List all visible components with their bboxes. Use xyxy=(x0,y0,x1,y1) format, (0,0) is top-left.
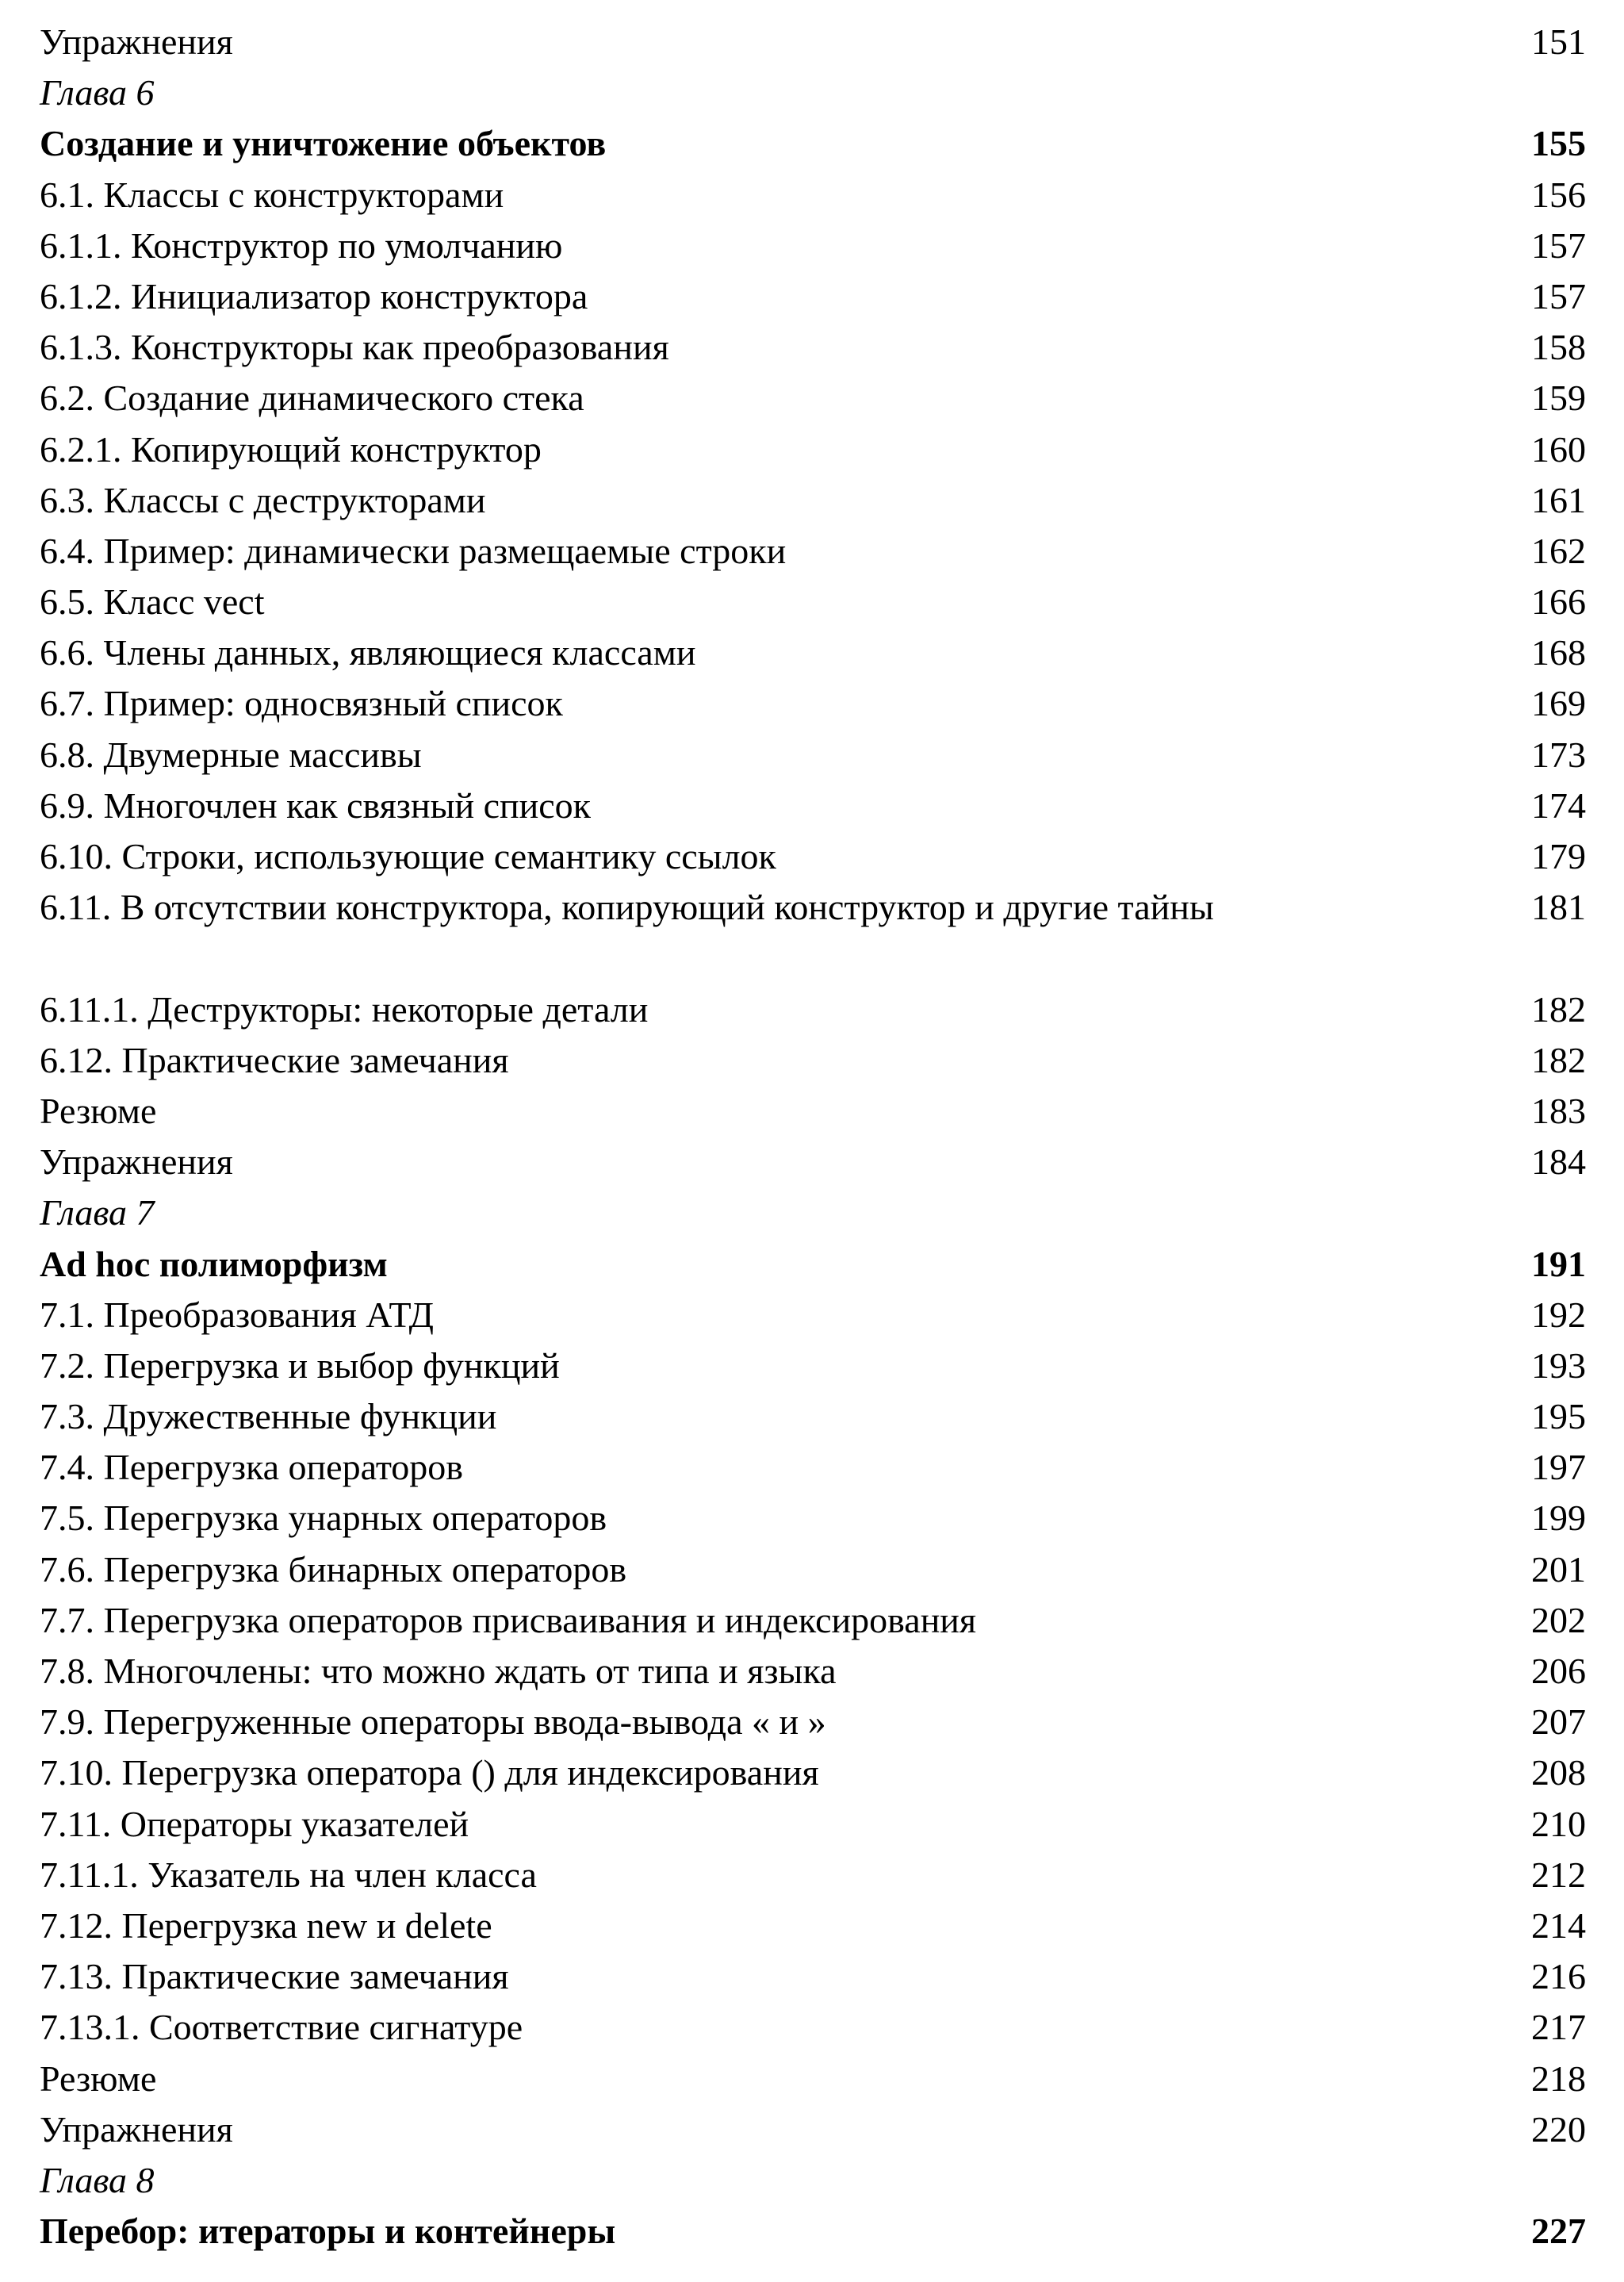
toc-page-number: 159 xyxy=(1531,378,1586,419)
toc-entry xyxy=(40,17,1586,67)
toc-entry xyxy=(40,221,1586,271)
toc-entry-title: 7.12. Перегрузка new и delete xyxy=(40,1904,492,1946)
toc-page-number: 166 xyxy=(1531,581,1586,623)
toc-page-number: 184 xyxy=(1531,1141,1586,1183)
toc-page-number: 160 xyxy=(1531,428,1586,470)
toc-page-number: 182 xyxy=(1531,988,1586,1030)
toc-page-number: 192 xyxy=(1531,1294,1586,1335)
toc-entry-title: 6.11. В отсутствии конструктора, копирующий конструктор и другие тайны xyxy=(40,887,1214,928)
chapter-title-row xyxy=(40,2206,1586,2257)
toc-entry-title: Перебор: итераторы и контейнеры xyxy=(40,2211,616,2252)
toc-entry xyxy=(40,678,1586,729)
toc-entry-title: 6.12. Практические замечания xyxy=(40,1039,509,1080)
toc-entry xyxy=(40,1697,1586,1747)
toc-page-number: 208 xyxy=(1531,1752,1586,1793)
toc-entry-title: 6.2.1. Копирующий конструктор xyxy=(40,428,542,470)
toc-page-number: 227 xyxy=(1531,2211,1586,2252)
toc-page-number: 202 xyxy=(1531,1599,1586,1640)
toc-entry-title: 7.2. Перегрузка и выбор функций xyxy=(40,1344,560,1386)
toc-entry-title: Ad hoc полиморфизм xyxy=(40,1243,388,1284)
toc-entry xyxy=(40,1900,1586,1951)
chapter-title-row xyxy=(40,118,1586,169)
toc-entry xyxy=(40,1086,1586,1137)
toc-entry-title: 6.11.1. Деструкторы: некоторые детали xyxy=(40,988,649,1030)
toc-entry xyxy=(40,271,1586,322)
toc-page-number: 193 xyxy=(1531,1344,1586,1386)
toc-page-number: 151 xyxy=(1531,21,1586,62)
toc-page-number: 158 xyxy=(1531,327,1586,368)
toc-page-number: 206 xyxy=(1531,1651,1586,1692)
toc-entry-title: 6.1.1. Конструктор по умолчанию xyxy=(40,224,563,266)
toc-page-number: 216 xyxy=(1531,1956,1586,1997)
toc-entry-title: 6.3. Классы с деструкторами xyxy=(40,479,486,520)
chapter-label xyxy=(40,67,1586,118)
toc-entry xyxy=(40,2002,1586,2053)
toc-entry xyxy=(40,577,1586,627)
toc-entry-title: 6.5. Класс vect xyxy=(40,581,265,623)
toc-entry xyxy=(40,1391,1586,1442)
toc-entry xyxy=(40,1747,1586,1798)
toc-entry-title: 7.13. Практические замечания xyxy=(40,1956,509,1997)
toc-page-number: 199 xyxy=(1531,1498,1586,1539)
toc-page-number: 173 xyxy=(1531,734,1586,775)
chapter-title-row xyxy=(40,1239,1586,1290)
toc-entry xyxy=(40,831,1586,882)
toc-entry-title: 6.1. Классы с конструкторами xyxy=(40,174,504,215)
toc-entry xyxy=(40,1340,1586,1391)
toc-entry-title: 6.8. Двумерные массивы xyxy=(40,734,422,775)
toc-entry xyxy=(40,475,1586,526)
toc-entry xyxy=(40,373,1586,424)
toc-page-number: 161 xyxy=(1531,479,1586,520)
toc-entry-title: Упражнения xyxy=(40,2108,233,2150)
toc-entry-title: 6.10. Строки, использующие семантику ссылок xyxy=(40,836,776,876)
toc-page-number: 156 xyxy=(1531,174,1586,215)
toc-page-number: 174 xyxy=(1531,784,1586,826)
toc-page-number: 169 xyxy=(1531,683,1586,724)
toc-page-number: 220 xyxy=(1531,2108,1586,2150)
toc-page-number: 210 xyxy=(1531,1803,1586,1844)
toc-entry xyxy=(40,1595,1586,1646)
toc-entry xyxy=(40,2054,1586,2104)
toc-page-number: 207 xyxy=(1531,1701,1586,1743)
toc-page-number: 201 xyxy=(1531,1548,1586,1590)
chapter-label xyxy=(40,1187,1586,1238)
toc-page-number: 183 xyxy=(1531,1090,1586,1131)
toc-page-number: 197 xyxy=(1531,1447,1586,1488)
toc-entry-title: Упражнения xyxy=(40,1141,233,1183)
toc-entry xyxy=(40,730,1586,780)
toc-entry xyxy=(40,1799,1586,1850)
toc-entry-title: 6.1.2. Инициализатор конструктора xyxy=(40,275,588,316)
toc-page-number: 217 xyxy=(1531,2007,1586,2048)
toc-entry-title: Глава 6 xyxy=(40,72,155,113)
toc-page-number: 155 xyxy=(1531,123,1586,164)
toc-entry xyxy=(40,882,1586,984)
toc-entry-title: Глава 7 xyxy=(40,1192,155,1233)
toc-page-number: 214 xyxy=(1531,1904,1586,1946)
toc-page-number: 218 xyxy=(1531,2058,1586,2099)
toc-entry xyxy=(40,1035,1586,1086)
toc-entry-title: 7.13.1. Соответствие сигнатуре xyxy=(40,2007,523,2048)
toc-entry-title: 6.6. Члены данных, являющиеся классами xyxy=(40,632,696,673)
toc-entry xyxy=(40,1646,1586,1697)
toc-entry-title: 6.2. Создание динамического стека xyxy=(40,378,584,419)
toc-page-number: 182 xyxy=(1531,1039,1586,1080)
toc-entry-title: Глава 8 xyxy=(40,2159,155,2200)
toc-entry xyxy=(40,1544,1586,1595)
toc-entry-title: 7.1. Преобразования АТД xyxy=(40,1294,435,1335)
toc-page-number: 212 xyxy=(1531,1854,1586,1895)
toc-entry xyxy=(40,984,1586,1035)
toc-entry-title: 7.11. Операторы указателей xyxy=(40,1803,469,1844)
toc-page-number: 179 xyxy=(1531,836,1586,876)
toc-entry-title: 6.1.3. Конструкторы как преобразования xyxy=(40,327,669,368)
toc-entry xyxy=(40,1137,1586,1187)
toc-page-number: 162 xyxy=(1531,530,1586,571)
table-of-contents xyxy=(40,17,1586,2257)
toc-entry xyxy=(40,322,1586,373)
toc-entry-title: 7.9. Перегруженные операторы ввода-вывода « и » xyxy=(40,1701,826,1743)
toc-entry xyxy=(40,170,1586,221)
toc-entry xyxy=(40,627,1586,678)
toc-entry-title: 6.4. Пример: динамически размещаемые строки xyxy=(40,530,787,571)
toc-entry-title: 7.8. Многочлены: что можно ждать от типа и языка xyxy=(40,1651,837,1692)
toc-entry-title: 7.3. Дружественные функции xyxy=(40,1396,497,1437)
toc-entry-title: 6.9. Многочлен как связный список xyxy=(40,784,592,826)
toc-entry xyxy=(40,1850,1586,1900)
toc-entry-title: 7.11.1. Указатель на член класса xyxy=(40,1854,537,1895)
toc-entry-title: 7.5. Перегрузка унарных операторов xyxy=(40,1498,607,1539)
toc-entry xyxy=(40,1442,1586,1493)
toc-page-number: 181 xyxy=(1531,887,1586,928)
toc-entry xyxy=(40,526,1586,577)
toc-page-number: 191 xyxy=(1531,1243,1586,1284)
toc-entry-title: 7.10. Перегрузка оператора () для индексирования xyxy=(40,1752,819,1793)
toc-entry xyxy=(40,424,1586,475)
toc-entry xyxy=(40,2104,1586,2155)
toc-entry-title: 6.7. Пример: односвязный список xyxy=(40,683,563,724)
chapter-label xyxy=(40,2155,1586,2206)
toc-entry-title: 7.4. Перегрузка операторов xyxy=(40,1447,464,1488)
toc-entry-title: Резюме xyxy=(40,1090,157,1131)
toc-page-number: 157 xyxy=(1531,275,1586,316)
toc-entry xyxy=(40,1290,1586,1340)
toc-page-number: 157 xyxy=(1531,224,1586,266)
toc-entry-title: Упражнения xyxy=(40,21,233,62)
toc-entry xyxy=(40,780,1586,831)
toc-entry-title: Создание и уничтожение объектов xyxy=(40,123,607,164)
toc-entry-title: 7.6. Перегрузка бинарных операторов xyxy=(40,1548,627,1590)
toc-page-number: 195 xyxy=(1531,1396,1586,1437)
toc-entry-title: Резюме xyxy=(40,2058,157,2099)
toc-entry-title: 7.7. Перегрузка операторов присваивания и индексирования xyxy=(40,1599,977,1640)
toc-entry xyxy=(40,1493,1586,1544)
toc-page-number: 168 xyxy=(1531,632,1586,673)
toc-entry xyxy=(40,1951,1586,2002)
